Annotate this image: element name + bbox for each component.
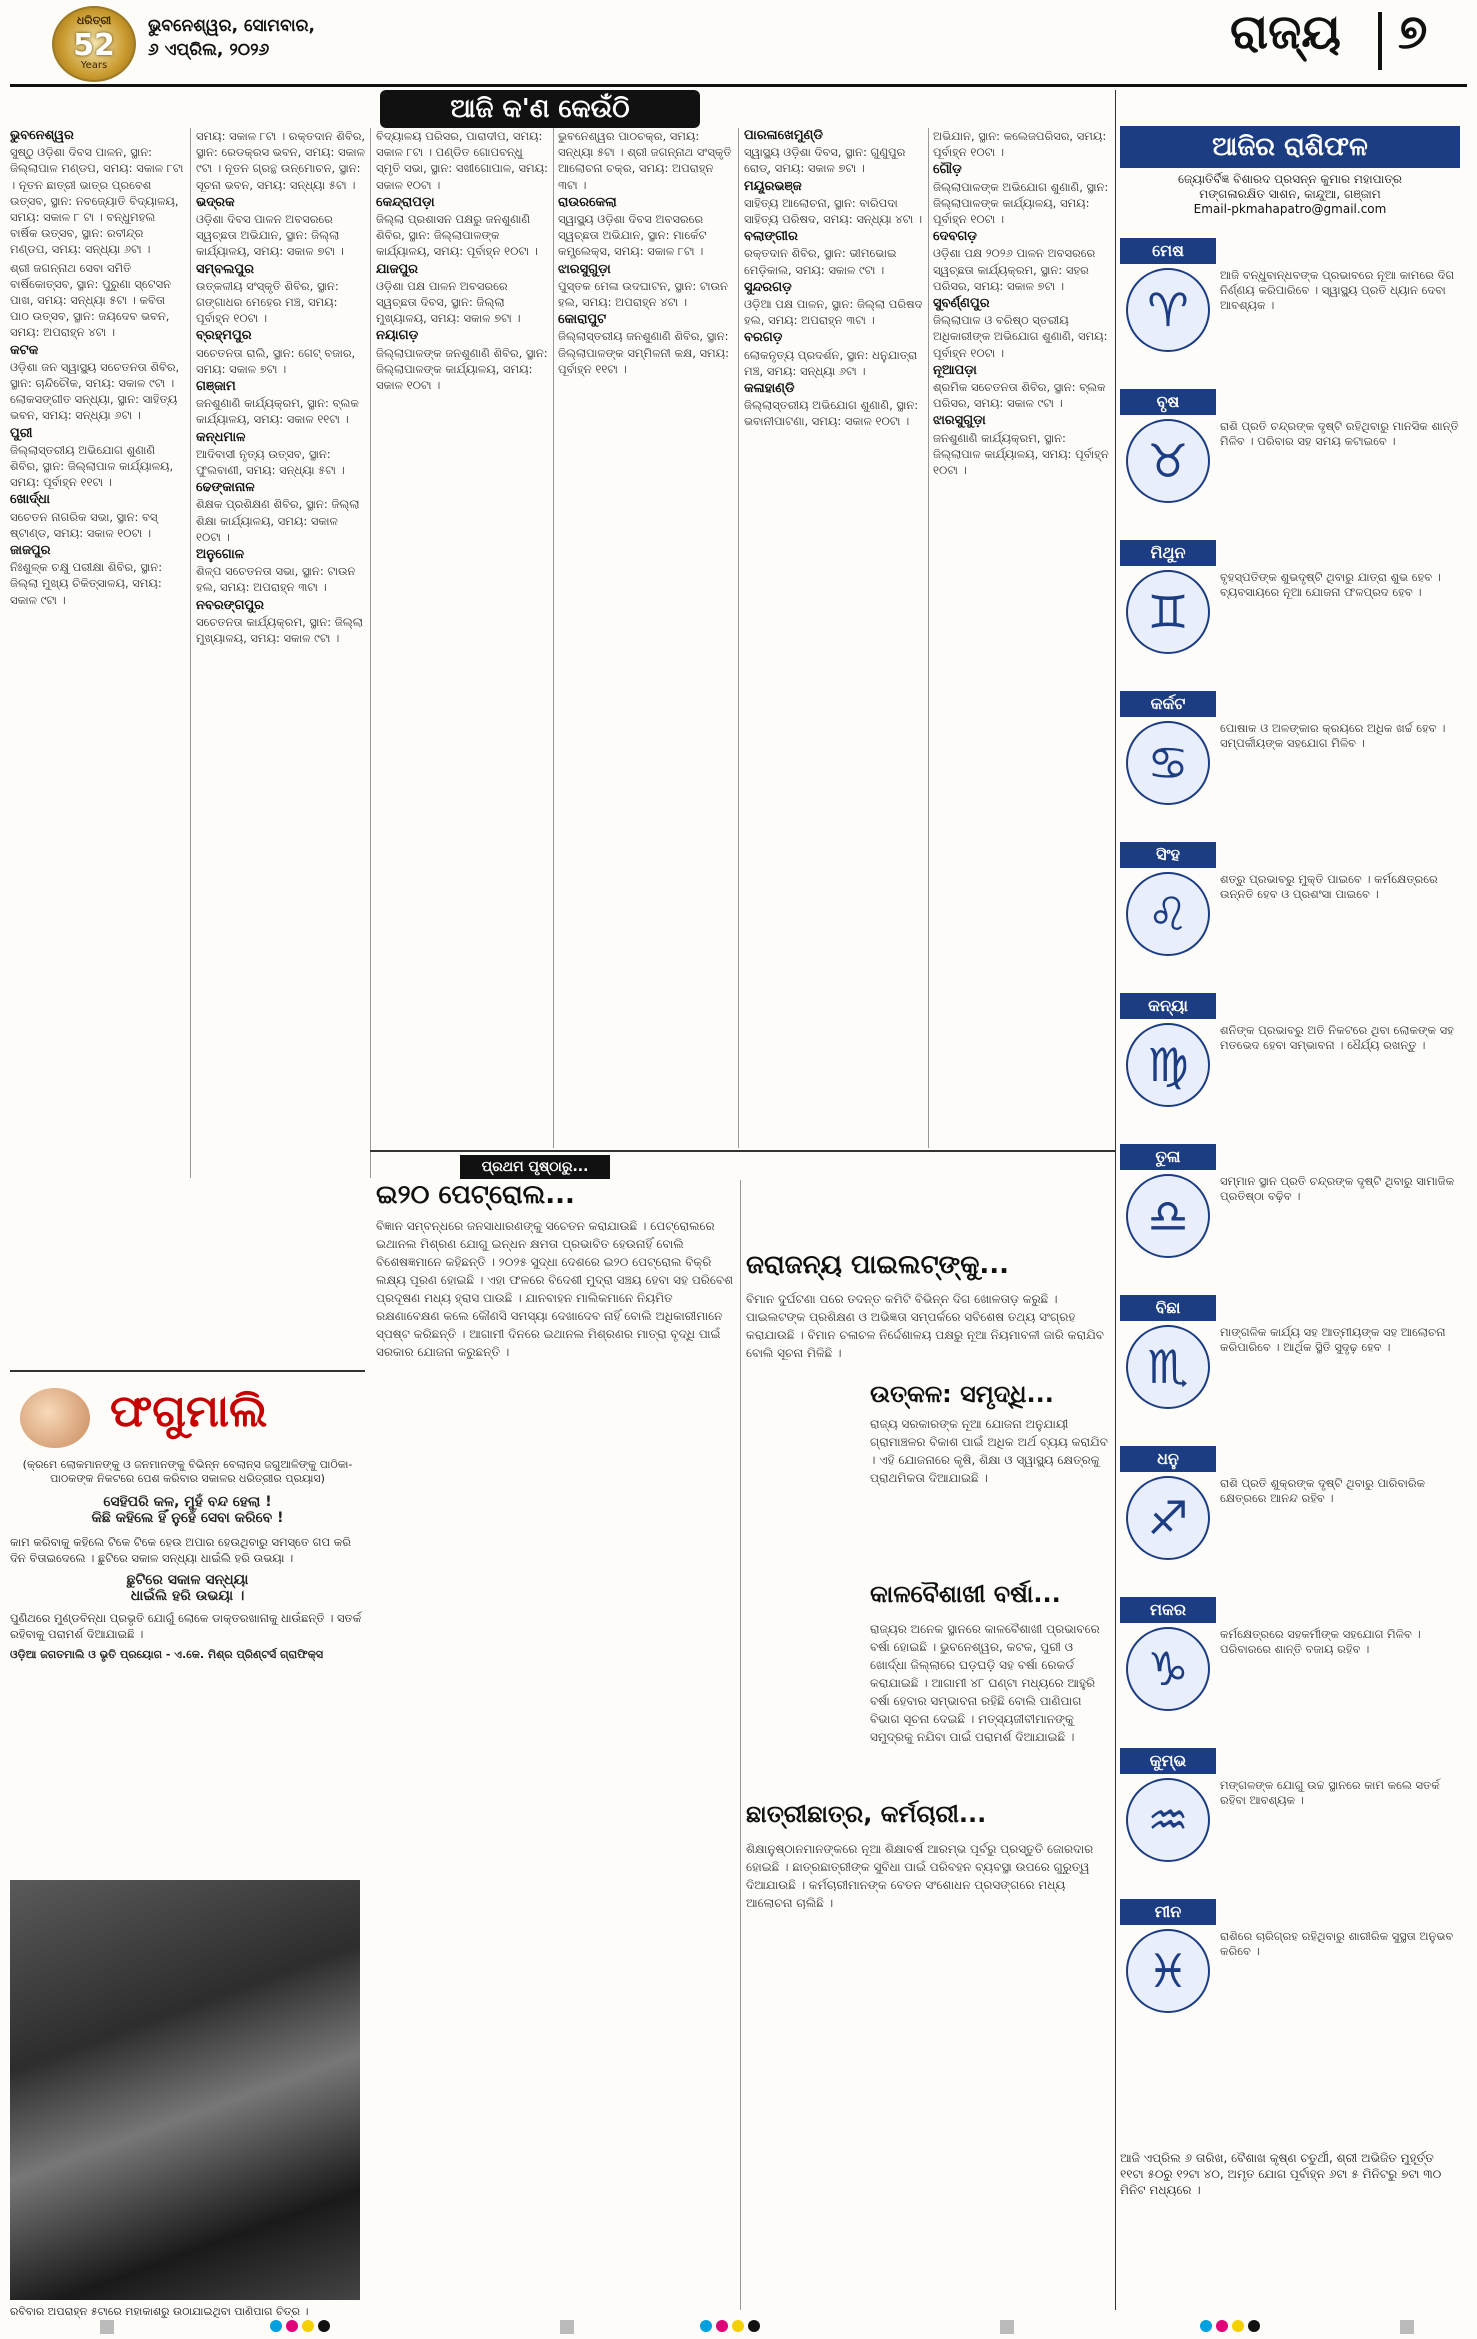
event-text: ସଚେତନ ନାଗରିକ ସଭା, ସ୍ଥାନ: ବସ୍ ଷ୍ଟାଣ୍ଡ, ସମୟ: ସକାଳ ୧୦ଟା । <box>10 509 158 540</box>
event-entry <box>10 128 185 258</box>
events-banner: ଆଜି କ'ଣ କେଉଁଠି <box>380 90 700 128</box>
event-entry <box>196 480 366 545</box>
event-text: ଜିଲ୍ଲା ପ୍ରଶାସନ ପକ୍ଷରୁ ଜନଶୁଣାଣି ଶିବିର, ସ୍ଥାନ: ଜିଲ୍ଲାପାଳଙ୍କ କାର୍ଯ୍ୟାଳୟ, ସମୟ: ପୂର୍ବାହ୍ନ ୧୦ଟା । <box>376 212 538 259</box>
column-divider <box>370 128 371 1178</box>
event-entry <box>10 426 185 491</box>
sign-label: ସିଂହ <box>1120 842 1216 868</box>
event-district-heading: ଝାରସୁଗୁଡ଼ା <box>933 413 986 429</box>
event-district-heading: ପୁରୀ <box>10 425 33 441</box>
event-entry <box>196 262 366 327</box>
event-district-heading: ଭଦ୍ରକ <box>196 194 235 210</box>
goat-icon: ♑ <box>1126 1627 1210 1711</box>
events-column-6 <box>933 128 1111 1148</box>
event-district-heading: ନୟାଗଡ଼ <box>376 328 419 344</box>
author-address: ମଙ୍ଗଳାରକ୍ଷିତ ସାଶନ, କାନ୍ଦୁଆ, ଗଞ୍ଜାମ <box>1199 187 1381 201</box>
event-text: ଆଦିବାସୀ ନୃତ୍ୟ ଉତ୍ସବ, ସ୍ଥାନ: ଫୁଲବାଣୀ, ସମୟ: ସନ୍ଧ୍ୟା ୫ଟା । <box>196 446 345 478</box>
magenta-dot <box>286 2320 298 2332</box>
author-name: ଜ୍ୟୋତିର୍ବିଜ୍ଞ ବିଶାରଦ ପ୍ରସନ୍ନ କୁମାର ମହାପାତ୍ର <box>1177 172 1402 186</box>
event-text: ବିଦ୍ୟାଳୟ ପରିସର, ପାରାଦୀପ, ସମୟ: ସକାଳ ୮ଟା । ପଣ୍ଡିତ ଗୋପବନ୍ଧୁ ସ୍ମୃତି ସଭା, ସ୍ଥାନ: ସଖୀଗୋପାଳ, ସମୟ: ସକାଳ ୧୦ଟା । <box>376 129 548 192</box>
events-column-4 <box>558 128 733 1148</box>
event-text: ନିଃଶୁଳ୍କ ଚକ୍ଷୁ ପରୀକ୍ଷା ଶିବିର, ସ୍ଥାନ: ଜିଲ୍ଲା ମୁଖ୍ୟ ଚିକିତ୍ସାଳୟ, ସମୟ: ସକାଳ ୯ଟା । <box>10 560 163 607</box>
event-district-heading: କଳାହାଣ୍ଡି <box>744 381 795 397</box>
event-district-heading: ଭୁବନେଶ୍ୱର <box>10 128 74 143</box>
black-dot <box>1248 2320 1260 2332</box>
sign-prediction: ଆଜି ବନ୍ଧୁବାନ୍ଧବଙ୍କ ପ୍ରଭାବରେ ନୂଆ କାମରେ ଦିଗ ନିର୍ଣ୍ଣୟ କରିପାରିବେ । ସ୍ୱାସ୍ଥ୍ୟ ପ୍ରତି ଧ୍ୟାନ ଦେବା ଆବଶ୍ୟକ । <box>1220 268 1455 312</box>
page-number: ୭ <box>1398 4 1428 60</box>
event-district-heading: ଖୋର୍ଦ୍ଧା <box>10 492 50 508</box>
event-district-heading: ସମ୍ବଲପୁର <box>196 261 254 277</box>
cartoon-highlight: ଧାଇଁଲି ହରି ଉଭୟା । <box>130 1588 245 1604</box>
event-entry <box>933 162 1111 227</box>
article-students <box>746 1800 1111 1828</box>
black-dot <box>748 2320 760 2332</box>
events-column-3 <box>376 128 548 1148</box>
event-entry <box>744 330 924 379</box>
event-entry <box>558 262 733 311</box>
sign-prediction: ରାଶି ପ୍ରତି ଶୁକ୍ରଙ୍କ ଦୃଷ୍ଟି ଥିବାରୁ ପାରିବାରିକ କ୍ଷେତ୍ରରେ ଆନନ୍ଦ ରହିବ । <box>1220 1476 1426 1505</box>
event-text: ଉତ୍କଳୀୟ ସଂସ୍କୃତି ଶିବିର, ସ୍ଥାନ: ଗଙ୍ଗାଧର ମେହେର ମଞ୍ଚ, ସମୟ: ପୂର୍ବାହ୍ନ ୧୦ଟା । <box>196 278 339 326</box>
sign-label: କର୍କଟ <box>1120 691 1216 717</box>
event-text: ଶ୍ରୀ ଜଗନ୍ନାଥ ସେବା ସମିତି ବାର୍ଷିକୋତ୍ସବ, ସ୍ଥାନ: ପୁରୁଣା ସ୍ଟେସନ ପାଖ, ସମୟ: ସନ୍ଧ୍ୟା ୫ଟା । କବିତା ପାଠ ଉତ୍ସବ, ସ୍ଥାନ: ଜୟଦେବ ଭବନ, ସମୟ: ଅପରାହ୍ନ ୪ଟା । <box>10 260 172 340</box>
yellow-dot <box>302 2320 314 2332</box>
magenta-dot <box>1216 2320 1228 2332</box>
events-column-2 <box>196 128 366 1178</box>
anniversary-number: 52 <box>73 28 115 63</box>
magenta-dot <box>716 2320 728 2332</box>
cyan-dot <box>270 2320 282 2332</box>
event-entry <box>558 195 733 260</box>
dateline-place-day: ଭୁବନେଶ୍ୱର, ସୋମବାର, <box>148 16 315 36</box>
sign-label: ମୀନ <box>1120 1899 1216 1925</box>
section-rule <box>370 1150 1115 1152</box>
event-district-heading: ସୁବର୍ଣ୍ଣପୁର <box>933 296 990 312</box>
event-entry <box>744 128 924 177</box>
sign-prediction: ରାଶିରେ ଚାରିଗ୍ରହ ରହିଥିବାରୁ ଶାରୀରିକ ସୁସ୍ଥତା ଅନୁଭବ କରିବେ । <box>1220 1929 1454 1958</box>
cartoon-title: ଫଗୁମାଲି <box>110 1386 268 1437</box>
event-district-heading: ଝାରସୁଗୁଡ଼ା <box>558 261 611 277</box>
article-headline: ଇ୨୦ ପେଟ୍ରୋଲ... <box>376 1180 575 1210</box>
anniversary-label: Years <box>80 60 108 71</box>
scales-icon: ♎ <box>1126 1174 1210 1258</box>
event-entry <box>196 195 366 260</box>
event-text: ସମୟ: ସକାଳ ୮ଟା । ରକ୍ତଦାନ ଶିବିର, ସ୍ଥାନ: ରେଡକ୍ରସ ଭବନ, ସମୟ: ସକାଳ ୯ଟା । ନୂତନ ଗ୍ରନ୍ଥ ଉନ୍ମୋଚନ, ସ୍ଥାନ: ସୂଚନା ଭବନ, ସମୟ: ସନ୍ଧ୍ୟା ୫ଟା । <box>196 129 366 192</box>
event-district-heading: ନବରଙ୍ଗପୁର <box>196 597 265 613</box>
article-body: ବିଜ୍ଞାନ ସମ୍ବନ୍ଧରେ ଜନସାଧାରଣଙ୍କୁ ସଚେତନ କରାଯାଉଛି । ପେଟ୍ରୋଲରେ ଇଥାନଲ ମିଶ୍ରଣ ଯୋଗୁ ଇନ୍ଧନ କ୍ଷମତା ପ୍ରଭାବିତ ହେଉନାହିଁ ବୋଲି ବିଶେଷଜ୍ଞମାନେ କହିଛନ୍ତି । ୨୦୨୫ ସୁଦ୍ଧା ଦେଶରେ ଇ୨୦ ପେଟ୍ରୋଲ ବିକ୍ରି ଲକ୍ଷ୍ୟ ପୂରଣ ହୋଇଛି । ଏହା ଫଳରେ ବିଦେଶୀ ମୁଦ୍ରା ସଞ୍ଚୟ ହେବା ସହ ପରିବେଶ ପ୍ରଦୂଷଣ ମଧ୍ୟ ହ୍ରାସ ପାଉଛି । ଯାନବାହନ ମାଲିକମାନେ ନିୟମିତ ରକ୍ଷଣାବେକ୍ଷଣ କଲେ କୌଣସି ସମସ୍ୟା ଦେଖାଦେବ ନାହିଁ ବୋଲି ଅଧିକାରୀମାନେ ସ୍ପଷ୍ଟ କରିଛନ୍ତି । ଆଗାମୀ ଦିନରେ ଇଥାନଲ ମିଶ୍ରଣର ମାତ୍ରା ବୃଦ୍ଧି ପାଇଁ ସରକାର ଯୋଜନା କରୁଛନ୍ତି । <box>376 1219 734 1359</box>
cyan-dot <box>700 2320 712 2332</box>
ram-icon: ♈ <box>1126 268 1210 352</box>
event-text: ସ୍ୱାସ୍ଥ୍ୟ ଓଡ଼ିଶା ଦିବସ, ସ୍ଥାନ: ଗୁଣୁପୁର ରୋଡ୍, ସମୟ: ସକାଳ ୭ଟା । <box>744 145 906 176</box>
cartoon-quote: କିଛି କହିଲେ ହିଁ ନୁହେଁ ସେବା କରିବେ ! <box>91 1510 284 1526</box>
sign-label: ମେଷ <box>1120 238 1216 264</box>
event-entry <box>196 379 366 428</box>
sign-label: ବିଛା <box>1120 1295 1216 1321</box>
event-entry <box>376 195 548 260</box>
event-district-heading: ପାରଳାଖେମୁଣ୍ଡି <box>744 128 824 143</box>
article-utkal <box>870 1380 1110 1408</box>
event-entry <box>196 328 366 377</box>
article-body: ରାଜ୍ୟ ସରକାରଙ୍କ ନୂଆ ଯୋଜନା ଅନୁଯାୟୀ ଗ୍ରାମାଞ୍ଚଳର ବିକାଶ ପାଇଁ ଅଧିକ ଅର୍ଥ ବ୍ୟୟ କରାଯିବ । ଏହି ଯୋଜନାରେ କୃଷି, ଶିକ୍ଷା ଓ ସ୍ୱାସ୍ଥ୍ୟ କ୍ଷେତ୍ରକୁ ପ୍ରାଥମିକତା ଦିଆଯାଇଛି । <box>870 1417 1108 1485</box>
event-text: ଜନଶୁଣାଣି କାର୍ଯ୍ୟକ୍ରମ, ସ୍ଥାନ: ବ୍ଲକ କାର୍ଯ୍ୟାଳୟ, ସମୟ: ସକାଳ ୧୧ଟା । <box>196 396 359 427</box>
sign-prediction: ବୃହସ୍ପତିଙ୍କ ଶୁଭଦୃଷ୍ଟି ଥିବାରୁ ଯାତ୍ରା ଶୁଭ ହେବ । ବ୍ୟବସାୟରେ ନୂଆ ଯୋଜନା ଫଳପ୍ରଦ ହେବ । <box>1220 570 1441 599</box>
cartoon-face-icon <box>20 1388 90 1448</box>
event-text: ଲୋକନୃତ୍ୟ ପ୍ରଦର୍ଶନ, ସ୍ଥାନ: ଧନୁଯାତ୍ରା ମଞ୍ଚ, ସମୟ: ସନ୍ଧ୍ୟା ୬ଟା । <box>744 347 918 378</box>
section-title: ରାଜ୍ୟ <box>1230 4 1341 60</box>
event-district-heading: ମୟୂରଭଞ୍ଜ <box>744 178 802 194</box>
event-district-heading: କୋରାପୁଟ <box>558 312 607 328</box>
sign-label: କୁମ୍ଭ <box>1120 1748 1216 1774</box>
sign-prediction: ରାଶି ପ୍ରତି ଚନ୍ଦ୍ରଙ୍କ ଦୃଷ୍ଟି ରହିଥିବାରୁ ମାନସିକ ଶାନ୍ତି ମିଳିବ । ପରିବାର ସହ ସମୟ କଟାଇବେ । <box>1220 419 1459 448</box>
maiden-icon: ♍ <box>1126 1023 1210 1107</box>
event-entry <box>933 363 1111 412</box>
sign-prediction: ପୋଷାକ ଓ ଅଳଙ୍କାର କ୍ରୟରେ ଅଧିକ ଖର୍ଚ୍ଚ ହେବ । ସମ୍ପର୍କୀୟଙ୍କ ସହଯୋଗ ମିଳିବ । <box>1220 721 1446 750</box>
event-entry <box>744 381 924 430</box>
front-page-continued-label: ପ୍ରଥମ ପୃଷ୍ଠାରୁ... <box>460 1155 610 1179</box>
dateline-date: ୬ ଏପ୍ରିଲ, ୨୦୨୬ <box>148 40 270 60</box>
bull-icon: ♉ <box>1126 419 1210 503</box>
sign-label: ମକର <box>1120 1597 1216 1623</box>
registration-mark <box>100 2320 114 2334</box>
article-rain <box>870 1580 1110 1608</box>
column-divider <box>190 128 191 1178</box>
sign-label: ଧନୁ <box>1120 1446 1216 1472</box>
event-text: ସଚେତନତା ରାଲି, ସ୍ଥାନ: ଗେଟ୍ ବଜାର, ସମୟ: ସକାଳ ୭ଟା । <box>196 345 356 376</box>
sign-prediction: ଶନିଙ୍କ ପ୍ରଭାବରୁ ଅତି ନିକଟରେ ଥିବା ଲୋକଙ୍କ ସହ ମତଭେଦ ହେବା ସମ୍ଭାବନା । ଧୈର୍ଯ୍ୟ ରଖନ୍ତୁ । <box>1220 1023 1454 1052</box>
event-district-heading: ଢେଙ୍କାନାଳ <box>196 480 255 496</box>
event-entry <box>558 128 733 193</box>
event-entry <box>933 229 1111 294</box>
registration-mark <box>560 2320 574 2334</box>
event-text: ଜନଶୁଣାଣି କାର୍ଯ୍ୟକ୍ରମ, ସ୍ଥାନ: ଜିଲ୍ଲାପାଳ କାର୍ଯ୍ୟାଳୟ, ସମୟ: ପୂର୍ବାହ୍ନ ୧୦ଟା । <box>933 430 1109 478</box>
event-entry <box>376 328 548 393</box>
scorpion-icon: ♏ <box>1126 1325 1210 1409</box>
sign-label: କନ୍ୟା <box>1120 993 1216 1019</box>
event-text: ଅଭିଯାନ, ସ୍ଥାନ: କଲେଜପରିସର, ସମୟ: ପୂର୍ବାହ୍ନ ୧୦ଟା । <box>933 129 1107 160</box>
event-district-heading: ଦେବଗଡ଼ <box>933 229 977 245</box>
event-district-heading: ନୂଆପଡ଼ା <box>933 362 977 378</box>
column-divider <box>928 128 929 1148</box>
event-text: ଜିଲ୍ଲାସ୍ତରୀୟ ଅଭିଯୋଗ ଶୁଣାଣି ଶିବିର, ସ୍ଥାନ: ଜିଲ୍ଲାପାଳ କାର୍ଯ୍ୟାଳୟ, ସମୟ: ପୂର୍ବାହ୍ନ ୧୧ଟା । <box>10 442 174 490</box>
event-entry <box>933 413 1111 478</box>
event-entry <box>558 312 733 377</box>
weather-caption: ରବିବାର ଅପରାହ୍ନ ୫ଟାରେ ମହାକାଶରୁ ଉଠାଯାଇଥିବା ପାଣିପାଗ ଚିତ୍ର । <box>10 2305 309 2318</box>
event-district-heading: କନ୍ଧମାଳ <box>196 429 246 445</box>
crab-icon: ♋ <box>1126 721 1210 805</box>
event-text: ଶ୍ରମିକ ସଚେତନତା ଶିବିର, ସ୍ଥାନ: ବ୍ଲକ ପରିସର, ସମୟ: ସକାଳ ୯ଟା । <box>933 380 1106 411</box>
sign-prediction: ମାଙ୍ଗଳିକ କାର୍ଯ୍ୟ ସହ ଆତ୍ମୀୟଙ୍କ ସହ ଆଲୋଚନା କରିପାରିବେ । ଆର୍ଥିକ ସ୍ଥିତି ସୁଦୃଢ଼ ହେବ । <box>1220 1325 1446 1354</box>
event-entry <box>196 430 366 479</box>
event-text: ସୁଷ୍ଠୁ ଓଡ଼ିଶା ଦିବସ ପାଳନ, ସ୍ଥାନ: ଜିଲ୍ଲାପାଳ ମଣ୍ଡପ, ସମୟ: ସକାଳ ୮ଟା । ନୂତନ ଛାତ୍ରୀ ଭାତ୍ର ପ୍ରବେଶ ଉତ୍ସବ, ସ୍ଥାନ: ନବଜ୍ୟୋତି ବିଦ୍ୟାଳୟ, ସମୟ: ସକାଳ ୮ ଟା । ବନ୍ଧୁମହଲ ବାର୍ଷିକ ଉତ୍ସବ, ସ୍ଥାନ: ରବୀନ୍ଦ୍ର ମଣ୍ଡପ, ସମୟ: ସନ୍ଧ୍ୟା ୬ଟା । <box>10 145 184 257</box>
event-text: ଶିକ୍ଷକ ପ୍ରଶିକ୍ଷଣ ଶିବିର, ସ୍ଥାନ: ଜିଲ୍ଲା ଶିକ୍ଷା କାର୍ଯ୍ୟାଳୟ, ସମୟ: ସକାଳ ୧୦ଟା । <box>196 497 360 544</box>
event-entry <box>933 128 1111 160</box>
cartoon-body: କାମ କରିବାକୁ କହିଲେ ଟିକେ ଟିକେ ହେଉ ଅପାର ହେଉଥିବାରୁ ସମସ୍ତେ ଗପ କରି ଦିନ ବିତାଇଦେଲେ । ଛୁଟିରେ ସକାଳ ସନ୍ଧ୍ୟା ଧାଇଁଲି ହରି ଉଭୟା । <box>10 1535 351 1565</box>
cartoon-quote: ସେହିପରି କଳ, ମୁହଁ ବନ୍ଦ ହେଲା ! <box>103 1494 272 1510</box>
event-text: ଜିଲ୍ଲାପାଳଙ୍କ ଜନଶୁଣାଣି ଶିବିର, ସ୍ଥାନ: ଜିଲ୍ଲାପାଳଙ୍କ କାର୍ଯ୍ୟାଳୟ, ସମୟ: ସକାଳ ୧୦ଟା । <box>376 345 548 393</box>
event-district-heading: ଅନୁଗୋଳ <box>196 547 245 563</box>
sign-label: ବୃଷ <box>1120 389 1216 415</box>
article-body: ଶିକ୍ଷାନୁଷ୍ଠାନମାନଙ୍କରେ ନୂଆ ଶିକ୍ଷାବର୍ଷ ଆରମ୍ଭ ପୂର୍ବରୁ ପ୍ରସ୍ତୁତି ଜୋରଦାର ହୋଇଛି । ଛାତ୍ରଛାତ୍ରୀଙ୍କ ସୁବିଧା ପାଇଁ ପରିବହନ ବ୍ୟବସ୍ଥା ଉପରେ ଗୁରୁତ୍ୱ ଦିଆଯାଉଛି । କର୍ମଚାରୀମାନଙ୍କ ବେତନ ସଂଶୋଧନ ପ୍ରସଙ୍ଗରେ ମଧ୍ୟ ଆଲୋଚନା ଚାଲିଛି । <box>746 1842 1094 1910</box>
archer-icon: ♐ <box>1126 1476 1210 1560</box>
event-text: ପୁସ୍ତକ ମେଳା ଉଦଘାଟନ, ସ୍ଥାନ: ଟାଉନ ହଲ, ସମୟ: ଅପରାହ୍ନ ୪ଟା । <box>558 278 728 310</box>
cartoon-highlight: ଛୁଟିରେ ସକାଳ ସନ୍ଧ୍ୟା <box>126 1572 249 1588</box>
article-e20-petrol <box>376 1180 736 2310</box>
event-district-heading: ଜାଜପୁର <box>10 543 51 559</box>
event-entry <box>196 598 366 647</box>
event-district-heading: ଯାଜପୁର <box>376 261 419 277</box>
column-divider <box>740 1180 741 2310</box>
event-text: ଜିଲ୍ଲାସ୍ତରୀୟ ଜନଶୁଣାଣି ଶିବିର, ସ୍ଥାନ: ଜିଲ୍ଲାପାଳଙ୍କ ସମ୍ମିଳନୀ କକ୍ଷ, ସମୟ: ପୂର୍ବାହ୍ନ ୧୧ଟା । <box>558 329 730 376</box>
black-dot <box>318 2320 330 2332</box>
sign-prediction: ଶତ୍ରୁ ପ୍ରଭାବରୁ ମୁକ୍ତି ପାଇବେ । କର୍ମକ୍ଷେତ୍ରରେ ଉନ୍ନତି ହେବ ଓ ପ୍ରଶଂସା ପାଇବେ । <box>1220 872 1438 901</box>
horoscope-divider <box>1115 90 1116 2310</box>
event-text: ଓଡ଼ିଶା ପକ୍ଷ ୨୦୨୬ ପାଳନ ଅବସରରେ ସ୍ୱଚ୍ଛତା କାର୍ଯ୍ୟକ୍ରମ, ସ୍ଥାନ: ସହର ପରିସର, ସମୟ: ସକାଳ ୭ଟା । <box>933 246 1096 293</box>
event-entry <box>744 179 924 228</box>
event-text: ଓଡ଼ିଶା ପକ୍ଷ ପାଳନ ଅବସରରେ ସ୍ୱଚ୍ଛତା ଦିବସ, ସ୍ଥାନ: ଜିଲ୍ଲା ମୁଖ୍ୟାଳୟ, ସମୟ: ସକାଳ ୭ଟା । <box>376 278 521 326</box>
event-text: ଜିଲ୍ଲାପାଳଙ୍କ ଅଭିଯୋଗ ଶୁଣାଣି, ସ୍ଥାନ: ଜିଲ୍ଲାପାଳଙ୍କ କାର୍ଯ୍ୟାଳୟ, ସମୟ: ପୂର୍ବାହ୍ନ ୧୦ଟା । <box>933 179 1109 227</box>
article-headline: କାଳବୈଶାଖୀ ବର୍ଷା... <box>870 1580 1061 1608</box>
event-entry <box>376 262 548 327</box>
event-text: ରକ୍ତଦାନ ଶିବିର, ସ୍ଥାନ: ଭୀମଭୋଇ ମେଡ଼ିକାଲ, ସମୟ: ସକାଳ ୯ଟା । <box>744 246 897 277</box>
event-entry <box>196 547 366 596</box>
column-divider <box>738 128 739 1148</box>
horoscope-title: ଆଜିର ରାଶିଫଳ <box>1120 126 1460 168</box>
cartoon-column <box>10 1378 365 1868</box>
brand-name: ଧରିତ୍ରୀ <box>76 14 112 27</box>
lion-icon: ♌ <box>1126 872 1210 956</box>
horoscope-author <box>1120 172 1460 217</box>
event-district-heading: ବଲାଙ୍ଗୀର <box>744 229 798 245</box>
author-email: Email-pkmahapatro@gmail.com <box>1193 202 1387 216</box>
article-headline: ଜରାଜନ୍ୟ ପାଇଲଟ୍‌ଙ୍କୁ... <box>746 1250 1010 1280</box>
masthead-divider <box>1378 12 1382 70</box>
article-body: ବିମାନ ଦୁର୍ଘଟଣା ପରେ ତଦନ୍ତ କମିଟି ବିଭିନ୍ନ ଦିଗ ଖୋଳତାଡ଼ କରୁଛି । ପାଇଲଟଙ୍କ ପ୍ରଶିକ୍ଷଣ ଓ ଅଭିଜ୍ଞତା ସମ୍ପର୍କରେ ସବିଶେଷ ତଥ୍ୟ ସଂଗ୍ରହ କରାଯାଉଛି । ବିମାନ ଚଳାଚଳ ନିର୍ଦ୍ଦେଶାଳୟ ପକ୍ଷରୁ ନୂଆ ନିୟମାବଳୀ ଜାରି କରାଯିବ ବୋଲି ସୂଚନା ମିଳିଛି । <box>746 1292 1104 1360</box>
event-text: ଭୁବନେଶ୍ୱର ପାଠଚକ୍ର, ସମୟ: ସନ୍ଧ୍ୟା ୫ଟା । ଶ୍ରୀ ଜଗନ୍ନାଥ ସଂସ୍କୃତି ଆଲୋଚନା ଚକ୍ର, ସମୟ: ଅପରାହ୍ନ ୩ଟା । <box>558 129 732 192</box>
sign-label: ମିଥୁନ <box>1120 540 1216 566</box>
cartoon-body: ପୁଣିଥରେ ମୁଣ୍ଡବିନ୍ଧା ପ୍ରଭୃତି ଯୋଗୁଁ ଲୋକେ ଡାକ୍ତରଖାନାକୁ ଧାଉଁଛନ୍ତି । ସତର୍କ ରହିବାକୁ ପରାମର୍ଶ ଦିଆଯାଇଛି । <box>10 1611 362 1641</box>
event-entry <box>744 229 924 278</box>
almanac-text: ଆଜି ଏପ୍ରିଲ ୬ ତାରିଖ, ବୈଶାଖ କୃଷ୍ଣ ଚତୁର୍ଥୀ, ଶ୍ରୀ ଅଭିଜିତ ମୁହୂର୍ତ୍ତ ୧୧ଟା ୫୦ରୁ ୧୨ଟା ୪୦, ଅମୃତ ଯୋଗ ପୂର୍ବାହ୍ନ ୬ଟା ୫ ମିନିଟରୁ ୭ଟା ୩୦ ମିନିଟ ମଧ୍ୟରେ । <box>1120 2151 1442 2197</box>
sign-label: ତୁଳା <box>1120 1144 1216 1170</box>
article-headline: ଉତ୍କଳ: ସମୃଦ୍ଧି... <box>870 1380 1054 1408</box>
cyan-dot <box>1200 2320 1212 2332</box>
event-entry <box>376 128 548 193</box>
event-text: ଓଡ଼ିଶା ଦିବସ ପାଳନ ଅବସରରେ ସ୍ୱଚ୍ଛତା ଅଭିଯାନ, ସ୍ଥାନ: ଜିଲ୍ଲା କାର୍ଯ୍ୟାଳୟ, ସମୟ: ସକାଳ ୭ଟା । <box>196 212 344 259</box>
event-text: ସଚେତନତା କାର୍ଯ୍ୟକ୍ରମ, ସ୍ଥାନ: ଜିଲ୍ଲା ମୁଖ୍ୟାଳୟ, ସମୟ: ସକାଳ ୯ଟା । <box>196 614 363 646</box>
event-entry <box>744 280 924 329</box>
sign-prediction: ସମ୍ମାନ ସ୍ଥାନ ପ୍ରତି ଚନ୍ଦ୍ରଙ୍କ ଦୃଷ୍ଟି ଥିବାରୁ ସାମାଜିକ ପ୍ରତିଷ୍ଠା ବଢ଼ିବ । <box>1220 1174 1455 1203</box>
event-entry <box>10 260 185 341</box>
registration-mark <box>1400 2320 1414 2334</box>
event-text: ଓଡ଼ିଶା ଜନ ସ୍ୱାସ୍ଥ୍ୟ ସଚେତନତା ଶିବିର, ସ୍ଥାନ: ଚାନ୍ଦିଚୌକ, ସମୟ: ସକାଳ ୯ଟା । ଲୋକସଙ୍ଗୀତ ସନ୍ଧ୍ୟା, ସ୍ଥାନ: ସାହିତ୍ୟ ଭବନ, ସମୟ: ସନ୍ଧ୍ୟା ୬ଟା । <box>10 359 180 423</box>
event-district-heading: ବରଗଡ଼ <box>744 330 783 346</box>
event-text: ଓଡ଼ିଆ ପକ୍ଷ ପାଳନ, ସ୍ଥାନ: ଜିଲ୍ଲା ପରିଷଦ ହଲ, ସମୟ: ଅପରାହ୍ନ ୩ଟା । <box>744 297 923 328</box>
water-bearer-icon: ♒ <box>1126 1778 1210 1862</box>
column-divider <box>553 128 554 1148</box>
sign-prediction: କର୍ମକ୍ଷେତ୍ରରେ ସହକର୍ମୀଙ୍କ ସହଯୋଗ ମିଳିବ । ପରିବାରରେ ଶାନ୍ତି ବଜାୟ ରହିବ । <box>1220 1627 1421 1656</box>
masthead-rule <box>10 84 1467 87</box>
event-text: ଜିଲ୍ଲାସ୍ତରୀୟ ଅଭିଯୋଗ ଶୁଣାଣି, ସ୍ଥାନ: ଭବାନୀପାଟଣା, ସମୟ: ସକାଳ ୧୦ଟା । <box>744 398 919 429</box>
event-text: ସାହିତ୍ୟ ଆଲୋଚନା, ସ୍ଥାନ: ବାରିପଦା ସାହିତ୍ୟ ପରିଷଦ, ସମୟ: ସନ୍ଧ୍ୟା ୪ଟା । <box>744 195 923 227</box>
weather-satellite-image <box>10 1880 360 2300</box>
event-entry <box>933 296 1111 361</box>
section-rule <box>10 1370 365 1372</box>
events-column-5 <box>744 128 924 1148</box>
event-district-heading: କଟକ <box>10 342 39 358</box>
twins-icon: ♊ <box>1126 570 1210 654</box>
event-district-heading: ସୁନ୍ଦରଗଡ଼ <box>744 279 792 295</box>
event-entry <box>10 543 185 608</box>
event-entry <box>10 343 185 424</box>
cartoon-credit: ଓଡ଼ିଆ ଜଗତମାଲି ଓ ଭୃତି ପ୍ରୟୋଗ - ଏ.କେ. ମିଶ୍ର ପ୍ରିଣ୍ଟର୍ସ ଗ୍ରାଫିକ୍ସ <box>10 1648 324 1661</box>
event-district-heading: ବ୍ରହ୍ମପୁର <box>196 328 252 344</box>
yellow-dot <box>1232 2320 1244 2332</box>
event-text: ସ୍ୱାସ୍ଥ୍ୟ ଓଡ଼ିଶା ଦିବସ ଅବସରରେ ସ୍ୱଚ୍ଛତା ଅଭିଯାନ, ସ୍ଥାନ: ମାର୍କେଟ କମ୍ପ୍ଲେକ୍ସ, ସମୟ: ସକାଳ ୮ଟା । <box>558 212 707 259</box>
event-text: ଶିଳ୍ପ ସଚେତନତା ସଭା, ସ୍ଥାନ: ଟାଉନ ହଲ, ସମୟ: ଅପରାହ୍ନ ୩ଟା । <box>196 564 356 595</box>
event-entry <box>10 492 185 541</box>
event-district-heading: କେନ୍ଦ୍ରାପଡ଼ା <box>376 194 435 210</box>
fish-icon: ♓ <box>1126 1929 1210 2013</box>
dateline <box>148 14 315 62</box>
yellow-dot <box>732 2320 744 2332</box>
article-headline: ଛାତ୍ରୀଛାତ୍ର, କର୍ମଚାରୀ... <box>746 1800 987 1828</box>
newspaper-logo <box>52 6 136 82</box>
event-district-heading: ରାଉରକେଲା <box>558 194 617 210</box>
event-district-heading: ଗୌଡ଼ <box>933 162 962 178</box>
article-body: ରାଜ୍ୟର ଅନେକ ସ୍ଥାନରେ କାଳବୈଶାଖୀ ପ୍ରଭାବରେ ବର୍ଷା ହୋଇଛି । ଭୁବନେଶ୍ୱର, କଟକ, ପୁରୀ ଓ ଖୋର୍ଦ୍ଧା ଜିଲ୍ଲାରେ ଘଡ଼ଘଡ଼ି ସହ ବର୍ଷା ରେକର୍ଡ କରାଯାଇଛି । ଆଗାମୀ ୪୮ ଘଣ୍ଟା ମଧ୍ୟରେ ଆହୁରି ବର୍ଷା ହେବାର ସମ୍ଭାବନା ରହିଛି ବୋଲି ପାଣିପାଗ ବିଭାଗ ସୂଚନା ଦେଇଛି । ମତ୍ସ୍ୟଜୀବୀମାନଙ୍କୁ ସମୁଦ୍ରକୁ ନଯିବା ପାଇଁ ପରାମର୍ଶ ଦିଆଯାଇଛି । <box>870 1622 1100 1744</box>
event-text: ଜିଲ୍ଲାପାଳ ଓ ବରିଷ୍ଠ ସ୍ତରୀୟ ଅଧିକାରୀଙ୍କ ଅଭିଯୋଗ ଶୁଣାଣି, ସମୟ: ପୂର୍ବାହ୍ନ ୧୦ଟା । <box>933 313 1108 360</box>
cartoon-subtitle: (କ୍ରମେ ଲୋକମାନଙ୍କୁ ଓ ଜନମାନଙ୍କୁ ବିଭିନ୍ନ ବେଲାନ୍ସ ଜଗୁଆଳିଙ୍କୁ ପାଠିକା-ପାଠକଙ୍କ ନିକଟରେ ପେଶ କରିବାର ସକାଳର ଧରିତ୍ରୀର ପ୍ରୟାସ) <box>22 1458 353 1485</box>
registration-mark <box>1000 2320 1014 2334</box>
sign-prediction: ମଙ୍ଗଳଙ୍କ ଯୋଗୁ ଉଚ୍ଚ ସ୍ଥାନରେ କାମ କଲେ ସତର୍କ ରହିବା ଆବଶ୍ୟକ । <box>1220 1778 1440 1807</box>
events-column-1 <box>10 128 185 1178</box>
event-district-heading: ଗଞ୍ଜାମ <box>196 379 236 395</box>
event-entry <box>196 128 366 193</box>
